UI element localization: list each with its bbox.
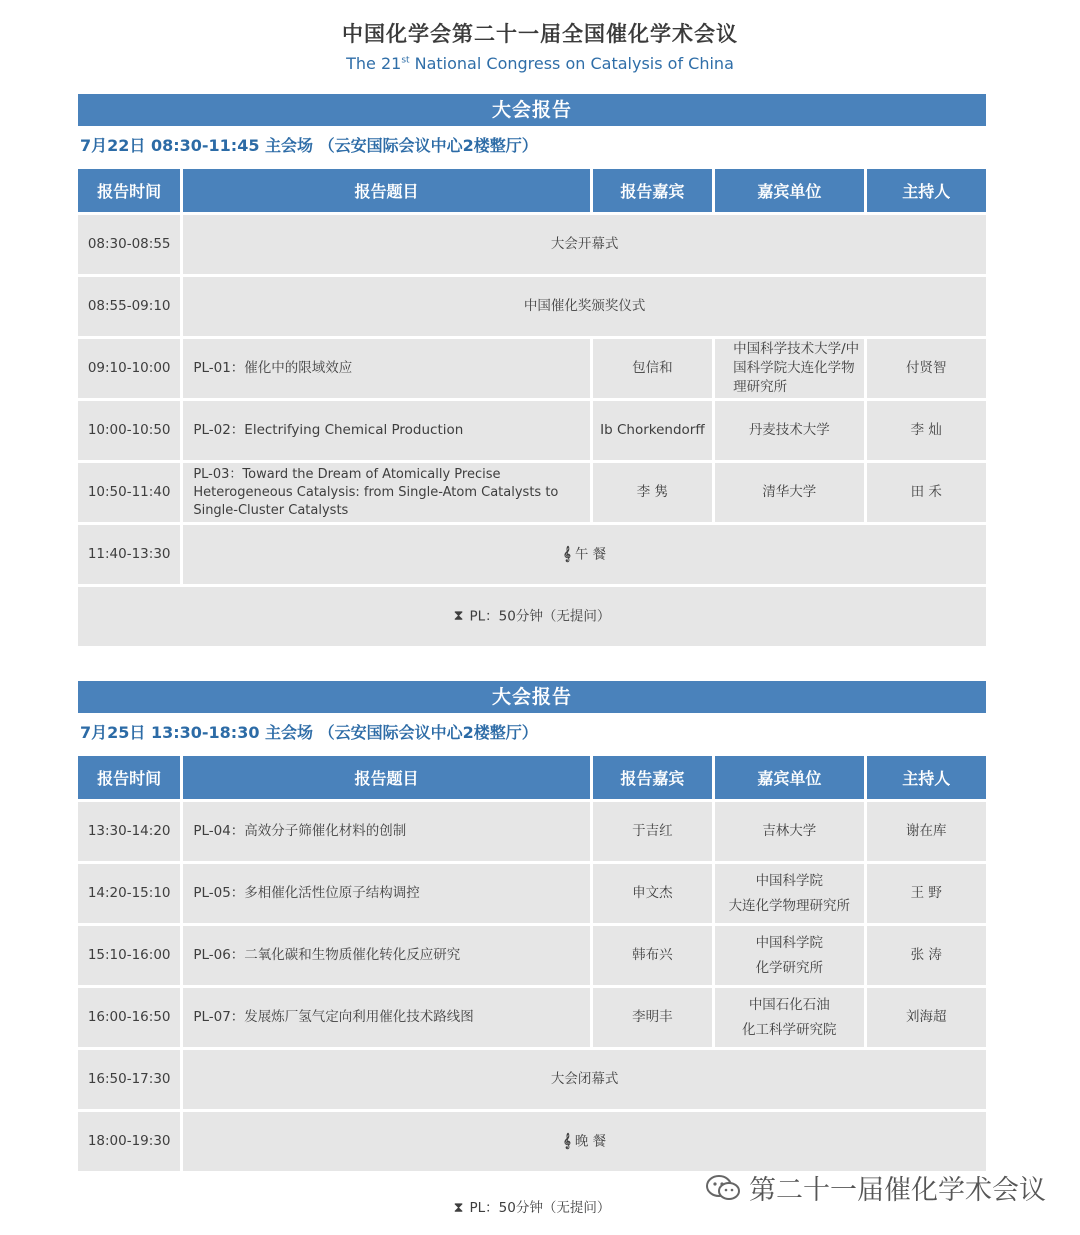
row-title: PL-01：催化中的限域效应 bbox=[183, 339, 589, 398]
table-row bbox=[78, 215, 986, 274]
schedule-table bbox=[75, 166, 989, 649]
col-header-time: 报告时间 bbox=[78, 169, 180, 212]
table-row bbox=[78, 926, 986, 985]
meal-label: 晚 餐 bbox=[574, 1133, 607, 1150]
row-title: PL-05：多相催化活性位原子结构调控 bbox=[183, 864, 589, 923]
row-time: 10:00-10:50 bbox=[78, 401, 180, 460]
schedule-table bbox=[75, 753, 989, 1174]
table-row bbox=[78, 277, 986, 336]
col-header-time: 报告时间 bbox=[78, 756, 180, 799]
row-host: 王 野 bbox=[867, 864, 986, 923]
col-header-host: 主持人 bbox=[867, 169, 986, 212]
section-bar: 大会报告 bbox=[78, 681, 986, 713]
hourglass-icon: ⧗ bbox=[453, 607, 464, 624]
affiliation-line: 中国科学院 bbox=[755, 872, 824, 889]
session-1 bbox=[78, 94, 986, 649]
hourglass-icon: ⧗ bbox=[453, 1200, 464, 1216]
row-title: PL-06：二氧化碳和生物质催化转化反应研究 bbox=[183, 926, 589, 985]
fork-knife-icon: 𝄞 bbox=[563, 546, 569, 562]
row-speaker: 李明丰 bbox=[593, 988, 712, 1047]
subtitle-main: The 21 bbox=[346, 54, 402, 73]
subtitle-rest: National Congress on Catalysis of China bbox=[409, 54, 734, 73]
row-speaker: 申文杰 bbox=[593, 864, 712, 923]
col-header-host: 主持人 bbox=[867, 756, 986, 799]
row-host: 付贤智 bbox=[867, 339, 986, 398]
row-time: 18:00-19:30 bbox=[78, 1112, 180, 1171]
row-speaker: 韩布兴 bbox=[593, 926, 712, 985]
table-row bbox=[78, 463, 986, 522]
session-2 bbox=[78, 681, 986, 1174]
row-host: 张 涛 bbox=[867, 926, 986, 985]
row-host: 田 禾 bbox=[867, 463, 986, 522]
note-label: PL：50分钟（无提问） bbox=[469, 1200, 611, 1216]
affiliation-line: 中国科学院 bbox=[755, 934, 824, 951]
row-speaker: 李 隽 bbox=[593, 463, 712, 522]
row-affiliation: 丹麦技术大学 bbox=[715, 401, 863, 460]
row-title: PL-02：Electrifying Chemical Production bbox=[183, 401, 589, 460]
watermark-text: 第二十一届催化学术会议 bbox=[749, 1175, 1046, 1206]
col-header-speaker: 报告嘉宾 bbox=[593, 169, 712, 212]
table-header-row bbox=[78, 756, 986, 799]
row-time: 16:50-17:30 bbox=[78, 1050, 180, 1109]
row-host: 谢在库 bbox=[867, 802, 986, 861]
col-header-speaker: 报告嘉宾 bbox=[593, 756, 712, 799]
col-header-affiliation: 嘉宾单位 bbox=[715, 169, 863, 212]
row-host: 李 灿 bbox=[867, 401, 986, 460]
row-affiliation: 中国科学技术大学/中国科学院大连化学物理研究所 bbox=[715, 339, 863, 398]
row-event: 大会开幕式 bbox=[183, 215, 986, 274]
page-subtitle bbox=[0, 54, 1080, 73]
row-title: PL-03：Toward the Dream of Atomically Precise Heterogeneous Catalysis: from Single-Atom Catalysts to Single-Cluster Catalysts bbox=[183, 463, 589, 522]
affiliation-line: 大连化学物理研究所 bbox=[728, 897, 851, 914]
row-time: 08:55-09:10 bbox=[78, 277, 180, 336]
table-row bbox=[78, 339, 986, 398]
row-affiliation bbox=[715, 988, 863, 1047]
row-time: 13:30-14:20 bbox=[78, 802, 180, 861]
row-time: 16:00-16:50 bbox=[78, 988, 180, 1047]
wechat-icon bbox=[705, 1174, 741, 1202]
affiliation-line: 化工科学研究院 bbox=[742, 1021, 837, 1038]
watermark bbox=[705, 1168, 1046, 1207]
row-title: PL-07：发展炼厂氢气定向利用催化技术路线图 bbox=[183, 988, 589, 1047]
table-row bbox=[78, 1050, 986, 1109]
table-row bbox=[78, 401, 986, 460]
row-speaker: 于吉红 bbox=[593, 802, 712, 861]
col-header-title: 报告题目 bbox=[183, 756, 589, 799]
row-time: 14:20-15:10 bbox=[78, 864, 180, 923]
row-time: 09:10-10:00 bbox=[78, 339, 180, 398]
row-speaker: 包信和 bbox=[593, 339, 712, 398]
row-speaker: Ib Chorkendorff bbox=[593, 401, 712, 460]
row-time: 11:40-13:30 bbox=[78, 525, 180, 584]
col-header-affiliation: 嘉宾单位 bbox=[715, 756, 863, 799]
affiliation-line: 中国石化石油 bbox=[748, 996, 830, 1013]
row-note bbox=[78, 587, 986, 646]
meal-label: 午 餐 bbox=[574, 546, 607, 563]
session-date-line: 7月25日 13:30-18:30 主会场 （云安国际会议中心2楼整厅） bbox=[80, 723, 538, 742]
table-row bbox=[78, 587, 986, 646]
note-label: PL：50分钟（无提问） bbox=[469, 608, 611, 625]
row-event: 大会闭幕式 bbox=[183, 1050, 986, 1109]
row-affiliation: 清华大学 bbox=[715, 463, 863, 522]
affiliation-line: 吉林大学 bbox=[762, 823, 817, 839]
table-row bbox=[78, 525, 986, 584]
table-row bbox=[78, 1112, 986, 1171]
row-affiliation bbox=[715, 926, 863, 985]
row-meal bbox=[183, 525, 986, 584]
table-row bbox=[78, 988, 986, 1047]
row-meal bbox=[183, 1112, 986, 1171]
row-event: 中国催化奖颁奖仪式 bbox=[183, 277, 986, 336]
row-time: 10:50-11:40 bbox=[78, 463, 180, 522]
session-date-line: 7月22日 08:30-11:45 主会场 （云安国际会议中心2楼整厅） bbox=[80, 136, 538, 155]
row-affiliation bbox=[715, 802, 863, 861]
affiliation-line: 化学研究所 bbox=[755, 959, 824, 976]
table-header-row bbox=[78, 169, 986, 212]
fork-knife-icon: 𝄞 bbox=[563, 1133, 569, 1149]
row-title: PL-04：高效分子筛催化材料的创制 bbox=[183, 802, 589, 861]
row-host: 刘海超 bbox=[867, 988, 986, 1047]
row-time: 15:10-16:00 bbox=[78, 926, 180, 985]
table-row bbox=[78, 802, 986, 861]
row-time: 08:30-08:55 bbox=[78, 215, 180, 274]
subtitle-superscript: st bbox=[401, 55, 410, 66]
section-bar: 大会报告 bbox=[78, 94, 986, 126]
table-row bbox=[78, 864, 986, 923]
row-affiliation bbox=[715, 864, 863, 923]
page-title: 中国化学会第二十一届全国催化学术会议 bbox=[342, 22, 738, 46]
col-header-title: 报告题目 bbox=[183, 169, 589, 212]
